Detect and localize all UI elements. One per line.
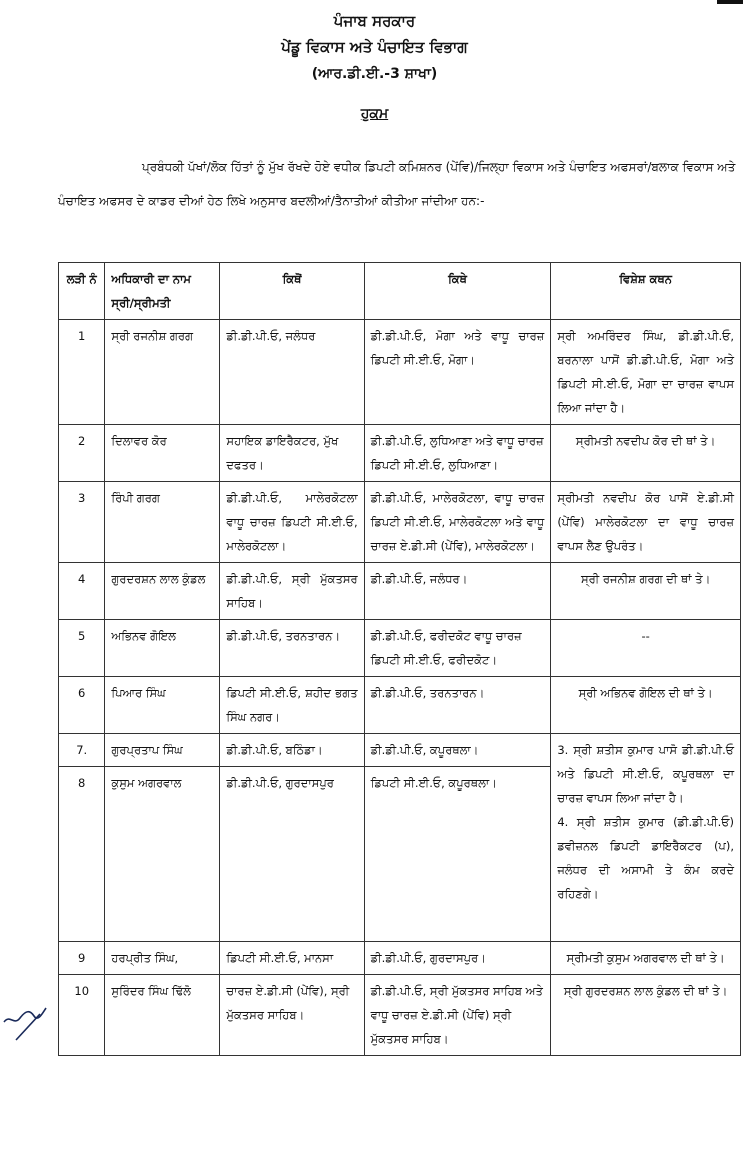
cell-from: ਡਿਪਟੀ ਸੀ.ਈ.ਓ, ਸ਼ਹੀਦ ਭਗਤ ਸਿੰਘ ਨਗਰ। (220, 677, 364, 734)
header-remarks: ਵਿਸ਼ੇਸ਼ ਕਥਨ (551, 263, 741, 320)
cell-serial: 5 (59, 620, 105, 677)
scan-mark (717, 0, 743, 4)
cell-name: ਰਿੰਪੀ ਗਰਗ (105, 482, 220, 563)
cell-to: ਡੀ.ਡੀ.ਪੀ.ਓ, ਮੋਗਾ ਅਤੇ ਵਾਧੂ ਚਾਰਜ਼ ਡਿਪਟੀ ਸੀ.ਈ.ਓ, ਮੋਗਾ। (364, 320, 551, 425)
branch-title: (ਆਰ.ਡੀ.ਈ.-3 ਸ਼ਾਖਾ) (311, 66, 438, 82)
cell-serial: 3 (59, 482, 105, 563)
cell-from: ਡੀ.ਡੀ.ਪੀ.ਓ, ਜਲੰਧਰ (220, 320, 364, 425)
cell-from: ਡੀ.ਡੀ.ਪੀ.ਓ, ਤਰਨਤਾਰਨ। (220, 620, 364, 677)
transfer-table (58, 262, 741, 1056)
cell-name: ਸ੍ਰੀ ਰਜਨੀਸ਼ ਗਰਗ (105, 320, 220, 425)
department-title: ਪੇਂਡੂ ਵਿਕਾਸ ਅਤੇ ਪੰਚਾਇਤ ਵਿਭਾਗ (281, 38, 468, 56)
cell-remarks: ਸ੍ਰੀਮਤੀ ਨਵਦੀਪ ਕੋਰ ਦੀ ਥਾਂ ਤੇ। (551, 425, 741, 482)
cell-name: ਕੁਸੁਮ ਅਗਰਵਾਲ (105, 767, 220, 942)
remarks-item-3: 3. ਸ੍ਰੀ ਸ਼ਤੀਸ ਕੁਮਾਰ ਪਾਸੋ ਡੀ.ਡੀ.ਪੀ.ਓ ਅਤੇ ਡਿਪਟੀ ਸੀ.ਈ.ਓ, ਕਪੂਰਥਲਾ ਦਾ ਚਾਰਜ਼ ਵਾਪਸ ਲਿਆ ਜਾਂਦਾ ਹੈ। (557, 743, 734, 805)
order-title: ਹੁਕਮ (360, 106, 389, 122)
cell-to: ਡੀ.ਡੀ.ਪੀ.ਓ, ਲੁਧਿਆਣਾ ਅਤੇ ਵਾਧੂ ਚਾਰਜ਼ ਡਿਪਟੀ ਸੀ.ਈ.ਓ, ਲੁਧਿਆਣਾ। (364, 425, 551, 482)
table-row (59, 677, 741, 734)
cell-to: ਡੀ.ਡੀ.ਪੀ.ਓ, ਤਰਨਤਾਰਨ। (364, 677, 551, 734)
cell-serial: 7. (59, 734, 105, 767)
cell-remarks: -- (551, 620, 741, 677)
cell-name: ਹਰਪ੍ਰੀਤ ਸਿੰਘ, (105, 942, 220, 975)
cell-to: ਡੀ.ਡੀ.ਪੀ.ਓ, ਮਾਲੇਰਕੋਟਲਾ, ਵਾਧੂ ਚਾਰਜ਼ ਡਿਪਟੀ ਸੀ.ਈ.ਓ, ਮਾਲੇਰਕੋਟਲਾ ਅਤੇ ਵਾਧੂ ਚਾਰਜ਼ ਏ.ਡੀ.ਸੀ (ਪੇਂਵਿ), ਮਾਲੇਰਕੋਟਲਾ। (364, 482, 551, 563)
cell-serial: 8 (59, 767, 105, 942)
table-header-row (59, 263, 741, 320)
cell-from: ਡਿਪਟੀ ਸੀ.ਈ.ਓ, ਮਾਨਸਾ (220, 942, 364, 975)
cell-name: ਦਿਲਾਵਰ ਕੋਰ (105, 425, 220, 482)
cell-to: ਡਿਪਟੀ ਸੀ.ਈ.ਓ, ਕਪੂਰਥਲਾ। (364, 767, 551, 942)
table-row (59, 563, 741, 620)
table-row (59, 320, 741, 425)
cell-remarks: ਸ੍ਰੀਮਤੀ ਨਵਦੀਪ ਕੋਰ ਪਾਸੋਂ ਏ.ਡੀ.ਸੀ (ਪੇਂਵਿ) ਮਾਲੇਰਕੋਟਲਾ ਦਾ ਵਾਧੂ ਚਾਰਜ਼ ਵਾਪਸ ਲੈਣ ਉਪਰੰਤ। (551, 482, 741, 563)
remarks-item-4: 4. ਸ੍ਰੀ ਸ਼ਤੀਸ ਕੁਮਾਰ (ਡੀ.ਡੀ.ਪੀ.ਓ) ਡਵੀਜ਼ਨਲ ਡਿਪਟੀ ਡਾਇਰੈਕਟਰ (ਪ), ਜਲੰਧਰ ਦੀ ਅਸਾਮੀ ਤੇ ਕੰਮ ਕਰਦੇ ਰਹਿਣਗੇ। (557, 815, 734, 901)
cell-remarks: ਸ੍ਰੀ ਅਮਰਿੰਦਰ ਸਿੰਘ, ਡੀ.ਡੀ.ਪੀ.ਓ, ਬਰਨਾਲਾ ਪਾਸੋਂ ਡੀ.ਡੀ.ਪੀ.ਓ, ਮੋਗਾ ਅਤੇ ਡਿਪਟੀ ਸੀ.ਈ.ਓ, ਮੋਗਾ ਦਾ ਚਾਰਜ਼ ਵਾਪਸ ਲਿਆ ਜਾਂਦਾ ਹੈ। (551, 320, 741, 425)
cell-from: ਡੀ.ਡੀ.ਪੀ.ਓ, ਬਠਿੰਡਾ। (220, 734, 364, 767)
cell-name: ਗੁਰਪ੍ਰਤਾਪ ਸਿੰਘ (105, 734, 220, 767)
table-row (59, 734, 741, 767)
table-row (59, 425, 741, 482)
cell-remarks: ਸ੍ਰੀ ਅਭਿਨਵ ਗੋਇਲ ਦੀ ਥਾਂ ਤੇ। (551, 677, 741, 734)
cell-from: ਡੀ.ਡੀ.ਪੀ.ਓ, ਗੁਰਦਾਸਪੁਰ (220, 767, 364, 942)
cell-remarks: ਸ੍ਰੀ ਗੁਰਦਰਸ਼ਨ ਲਾਲ ਕੁੰਡਲ ਦੀ ਥਾਂ ਤੇ। (551, 975, 741, 1056)
cell-to: ਡੀ.ਡੀ.ਪੀ.ਓ, ਗੁਰਦਾਸਪੁਰ। (364, 942, 551, 975)
cell-to: ਡੀ.ਡੀ.ਪੀ.ਓ, ਸ੍ਰੀ ਮੁੱਕਤਸਰ ਸਾਹਿਬ ਅਤੇ ਵਾਧੂ ਚਾਰਜ਼ ਏ.ਡੀ.ਸੀ (ਪੇਂਵਿ) ਸ੍ਰੀ ਮੁੱਕਤਸਰ ਸਾਹਿਬ। (364, 975, 551, 1056)
cell-serial: 4 (59, 563, 105, 620)
cell-serial: 1 (59, 320, 105, 425)
signature-mark (2, 1000, 50, 1044)
header-from: ਕਿਥੋਂ (220, 263, 364, 320)
table-row (59, 942, 741, 975)
table-row (59, 482, 741, 563)
cell-serial: 2 (59, 425, 105, 482)
header-serial: ਲੜੀ ਨੰ (59, 263, 105, 320)
cell-serial: 6 (59, 677, 105, 734)
cell-from: ਡੀ.ਡੀ.ਪੀ.ਓ, ਸ੍ਰੀ ਮੁੱਕਤਸਰ ਸਾਹਿਬ। (220, 563, 364, 620)
cell-to: ਡੀ.ਡੀ.ਪੀ.ਓ, ਫਰੀਦਕੋਟ ਵਾਧੂ ਚਾਰਜ਼ ਡਿਪਟੀ ਸੀ.ਈ.ਓ, ਫਰੀਦਕੋਟ। (364, 620, 551, 677)
cell-name: ਸੁਰਿੰਦਰ ਸਿੰਘ ਢਿੱਲੋ (105, 975, 220, 1056)
header-to: ਕਿਥੇ (364, 263, 551, 320)
cell-remarks-merged (551, 734, 741, 942)
cell-remarks: ਸ੍ਰੀ ਰਜਨੀਸ਼ ਗਰਗ ਦੀ ਥਾਂ ਤੇ। (551, 563, 741, 620)
cell-serial: 9 (59, 942, 105, 975)
cell-from: ਸਹਾਇਕ ਡਾਇਰੈਕਟਰ, ਮੁੱਖ ਦਫਤਰ। (220, 425, 364, 482)
table-row (59, 975, 741, 1056)
cell-name: ਗੁਰਦਰਸ਼ਨ ਲਾਲ ਕੁੰਡਲ (105, 563, 220, 620)
cell-name: ਪਿਆਰ ਸਿੰਘ (105, 677, 220, 734)
cell-to: ਡੀ.ਡੀ.ਪੀ.ਓ, ਜਲੰਧਰ। (364, 563, 551, 620)
cell-from: ਡੀ.ਡੀ.ਪੀ.ਓ, ਮਾਲੇਰਕੋਟਲਾ ਵਾਧੂ ਚਾਰਜ਼ ਡਿਪਟੀ ਸੀ.ਈ.ਓ, ਮਾਲੇਰਕੋਟਲਾ। (220, 482, 364, 563)
table-row (59, 620, 741, 677)
cell-name: ਅਭਿਨਵ ਗੋਇਲ (105, 620, 220, 677)
header-name: ਅਧਿਕਾਰੀ ਦਾ ਨਾਮ ਸ੍ਰੀ/ਸ੍ਰੀਮਤੀ (105, 263, 220, 320)
intro-paragraph: ਪ੍ਰਬੰਧਕੀ ਪੱਖਾਂ/ਲੋਕ ਹਿੱਤਾਂ ਨੂੰ ਮੁੱਖ ਰੱਖਦੇ ਹੋਏ ਵਧੀਕ ਡਿਪਟੀ ਕਮਿਸ਼ਨਰ (ਪੇਂਵਿ)/ਜਿਲ੍ਹਾ ਵਿਕਾਸ ਅਤੇ ਪੰਚਾਇਤ ਅਫਸਰਾਂ/ਬਲਾਕ ਵਿਕਾਸ ਅਤੇ ਪੰਚਾਇਤ ਅਫਸਰ ਦੇ ਕਾਡਰ ਦੀਆਂ ਹੇਠ ਲਿਖੇ ਅਨੁਸਾਰ ਬਦਲੀਆਂ/ਤੈਨਾਤੀਆਂ ਕੀਤੀਆ ਜਾਂਦੀਆ ਹਨ:- (58, 160, 736, 208)
cell-from: ਚਾਰਜ਼ ਏ.ਡੀ.ਸੀ (ਪੇਂਵਿ), ਸ੍ਰੀ ਮੁੱਕਤਸਰ ਸਾਹਿਬ। (220, 975, 364, 1056)
cell-to: ਡੀ.ਡੀ.ਪੀ.ਓ, ਕਪੂਰਥਲਾ। (364, 734, 551, 767)
cell-serial: 10 (59, 975, 105, 1056)
government-title: ਪੰਜਾਬ ਸਰਕਾਰ (333, 12, 416, 30)
cell-remarks: ਸ੍ਰੀਮਤੀ ਕੁਸੁਮ ਅਗਰਵਾਲ ਦੀ ਥਾਂ ਤੇ। (551, 942, 741, 975)
